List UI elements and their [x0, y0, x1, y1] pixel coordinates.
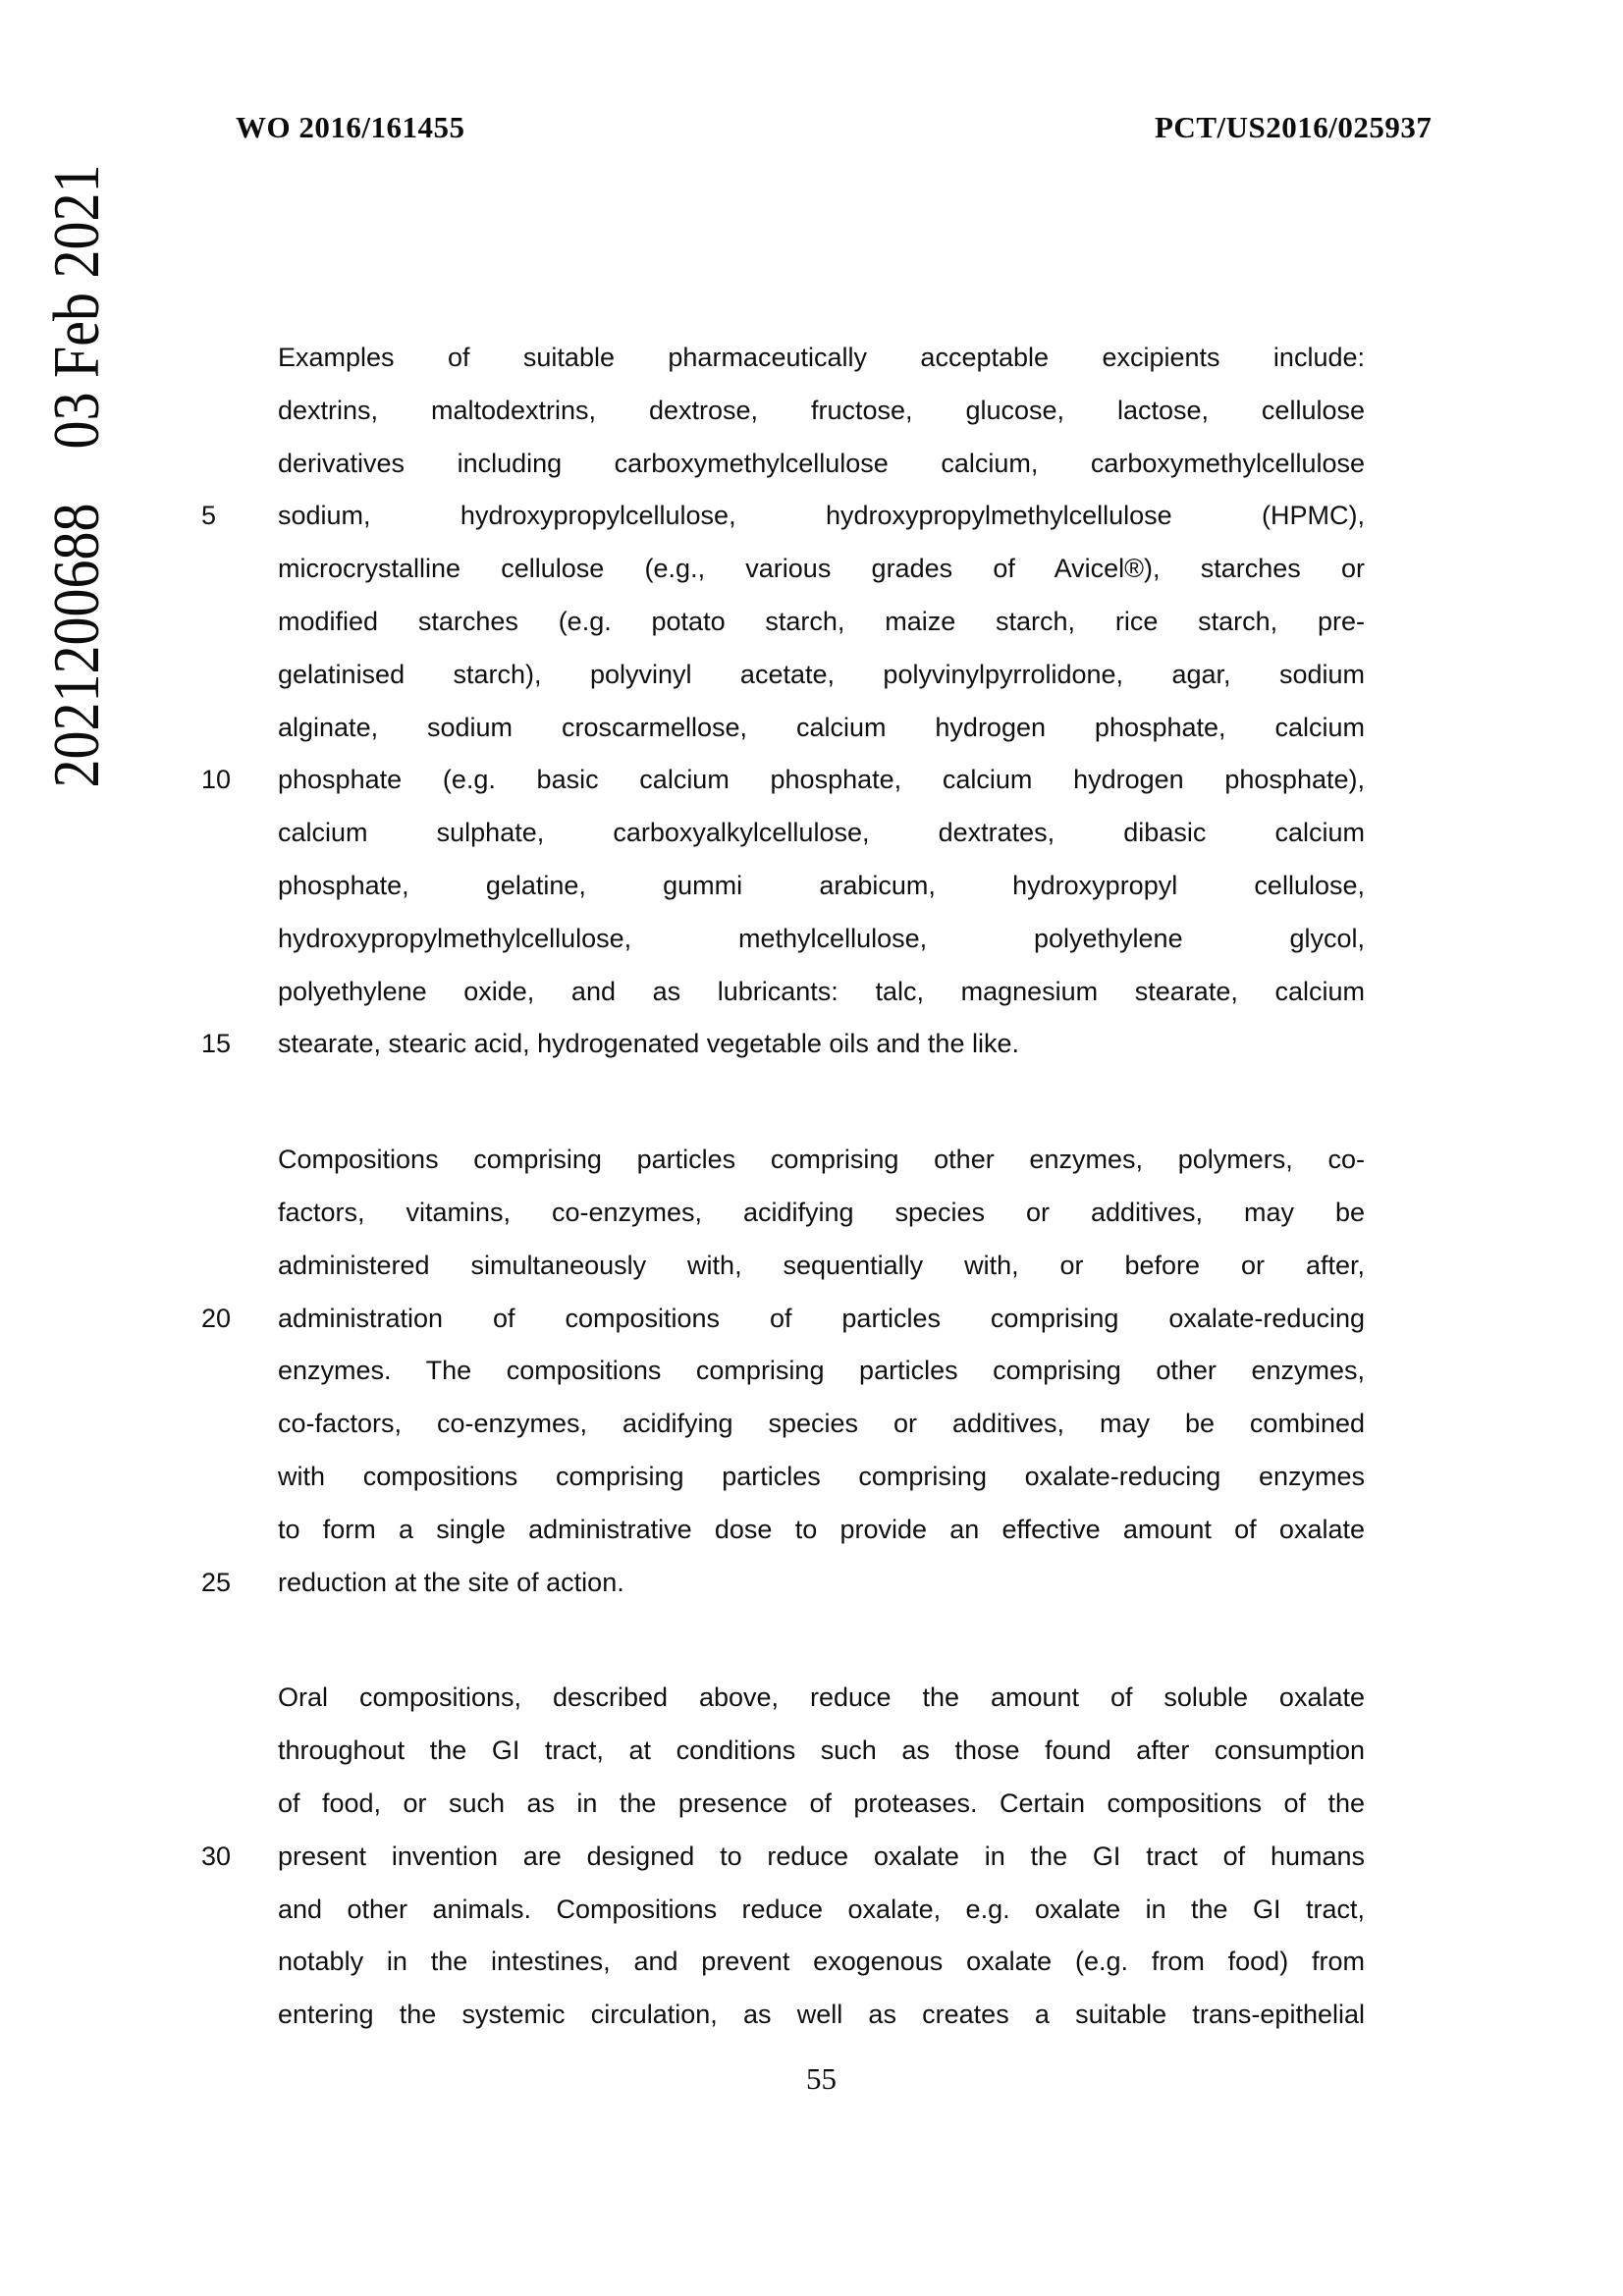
body-line: 25 reduction at the site of action. [278, 1557, 1365, 1610]
body-line: throughout the GI tract, at conditions such as those found after consumption [278, 1735, 1365, 1766]
body-line: enzymes. The compositions comprising particles comprising other enzymes, [278, 1356, 1365, 1386]
publication-number: WO 2016/161455 [236, 110, 465, 144]
line-number: 10 [201, 765, 232, 795]
body-line: 5 sodium, hydroxypropylcellulose, hydroxypropylmethylcellulose (HPMC), [278, 490, 1365, 543]
body-line: and other animals. Compositions reduce oxalate, e.g. oxalate in the GI tract, [278, 1894, 1365, 1924]
body-line: of food, or such as in the presence of proteases. Certain compositions of the [278, 1788, 1365, 1818]
body-line: with compositions comprising particles comprising oxalate-reducing enzymes [278, 1461, 1365, 1491]
body-line: 20 administration of compositions of particles comprising oxalate-reducing [278, 1293, 1365, 1346]
body-line: 10 phosphate (e.g. basic calcium phosphate, calcium hydrogen phosphate), [278, 754, 1365, 807]
body-line: 15 stearate, stearic acid, hydrogenated vegetable oils and the like. [278, 1018, 1365, 1071]
body-line: notably in the intestines, and prevent exogenous oxalate (e.g. from food) from [278, 1947, 1365, 1977]
line-number: 25 [201, 1567, 232, 1597]
body-line: 30 present invention are designed to reduce oxalate in the GI tract of humans [278, 1831, 1365, 1884]
body-line: dextrins, maltodextrins, dextrose, fructose, glucose, lactose, cellulose [278, 395, 1365, 425]
body-line: Oral compositions, described above, reduce the amount of soluble oxalate [278, 1682, 1365, 1713]
line-number: 5 [201, 501, 217, 531]
body-line: derivatives including carboxymethylcellulose calcium, carboxymethylcellulose [278, 448, 1365, 478]
stamp-date: 03 Feb 2021 [39, 164, 113, 450]
body-line: phosphate, gelatine, gummi arabicum, hydroxypropyl cellulose, [278, 870, 1365, 900]
line-number: 20 [201, 1303, 232, 1333]
body-line: entering the systemic circulation, as well as creates a suitable trans-epithelial [278, 2000, 1365, 2030]
body-line: polyethylene oxide, and as lubricants: talc, magnesium stearate, calcium [278, 976, 1365, 1006]
body-line: modified starches (e.g. potato starch, maize starch, rice starch, pre- [278, 606, 1365, 636]
stamp-application-number: 2021200688 [39, 503, 113, 788]
body-line: alginate, sodium croscarmellose, calcium hydrogen phosphate, calcium [278, 712, 1365, 742]
body-line: factors, vitamins, co-enzymes, acidifying species or additives, may be [278, 1197, 1365, 1227]
line-number: 15 [201, 1029, 232, 1059]
line-number: 30 [201, 1841, 232, 1871]
body-line: gelatinised starch), polyvinyl acetate, polyvinylpyrrolidone, agar, sodium [278, 659, 1365, 689]
document-body [201, 332, 1365, 2042]
body-line: administered simultaneously with, sequentially with, or before or after, [278, 1250, 1365, 1280]
paragraph [201, 1672, 1365, 2042]
sidebar-stamp [40, 137, 113, 815]
body-line: Examples of suitable pharmaceutically acceptable excipients include: [278, 343, 1365, 372]
body-line: Compositions comprising particles comprising other enzymes, polymers, co- [278, 1145, 1365, 1175]
body-line: hydroxypropylmethylcellulose, methylcellulose, polyethylene glycol, [278, 923, 1365, 953]
paragraph [201, 332, 1365, 1071]
page-number: 55 [806, 2061, 837, 2096]
pct-application-number: PCT/US2016/025937 [1155, 110, 1433, 144]
body-line: to form a single administrative dose to provide an effective amount of oxalate [278, 1514, 1365, 1544]
body-line: microcrystalline cellulose (e.g., various grades of Avicel®), starches or [278, 554, 1365, 584]
body-line: co-factors, co-enzymes, acidifying species or additives, may be combined [278, 1409, 1365, 1439]
paragraph [201, 1134, 1365, 1609]
body-line: calcium sulphate, carboxyalkylcellulose, dextrates, dibasic calcium [278, 818, 1365, 848]
